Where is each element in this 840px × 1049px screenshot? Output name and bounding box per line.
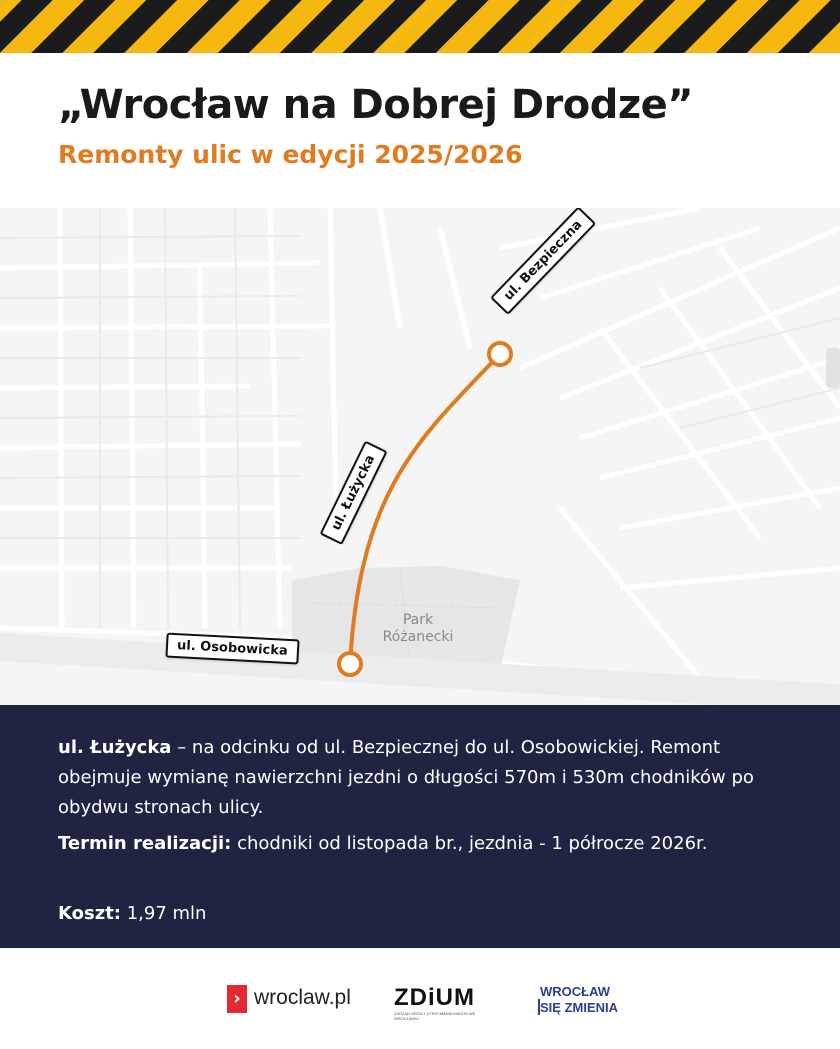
- zdium-logo[interactable]: ZDiUM: [394, 984, 475, 1011]
- term-paragraph: [58, 829, 788, 859]
- cost-label: Koszt:: [58, 903, 121, 924]
- hazard-stripe-banner: [0, 0, 840, 53]
- map-edge-building: [826, 348, 840, 388]
- street-name: ul. Łużycka: [58, 737, 172, 758]
- page-subtitle: Remonty ulic w edycji 2025/2026: [58, 140, 523, 169]
- park-label-line1: Park: [402, 612, 434, 628]
- description-text: – na odcinku od ul. Bezpiecznej do ul. Osobowickiej. Remont obejmuje wymianę nawierzchni jezdni o długości 570m i 530m chodników po obydwu stronach ulicy.: [58, 737, 754, 818]
- wroclaw-sie-zmienia-logo-line2[interactable]: SIĘ ZMIENIA: [540, 1000, 619, 1015]
- minor-streets: [0, 208, 840, 628]
- route-start-marker[interactable]: [489, 343, 511, 365]
- cost-paragraph: [58, 899, 788, 929]
- label-ul-osobowicka: ul. Osobowicka: [165, 633, 299, 665]
- route-end-marker[interactable]: [339, 653, 361, 675]
- zdium-full-name: ZARZĄD DRÓG I UTRZYMANIA MIASTA WE WROCŁAWIU: [394, 1011, 476, 1021]
- description-paragraph: [58, 733, 788, 823]
- info-panel: [0, 705, 840, 948]
- cost-value: 1,97 mln: [121, 903, 207, 924]
- wroclaw-pl-arrow-icon: ›: [227, 985, 247, 1013]
- page-title: „Wrocław na Dobrej Drodze”: [58, 82, 694, 128]
- term-label: Termin realizacji:: [58, 833, 232, 854]
- park-label: [368, 612, 468, 646]
- label-ul-luzycka: ul. Łużycka: [320, 441, 388, 545]
- wroclaw-pl-logo[interactable]: wroclaw.pl: [254, 986, 351, 1009]
- term-value: chodniki od listopada br., jezdnia - 1 półrocze 2026r.: [231, 833, 708, 854]
- park-label-line2: Różanecki: [382, 629, 454, 645]
- wroclaw-sie-zmienia-logo-line1[interactable]: WROCŁAW: [540, 984, 611, 999]
- label-ul-bezpieczna: ul. Bezpieczna: [490, 208, 596, 315]
